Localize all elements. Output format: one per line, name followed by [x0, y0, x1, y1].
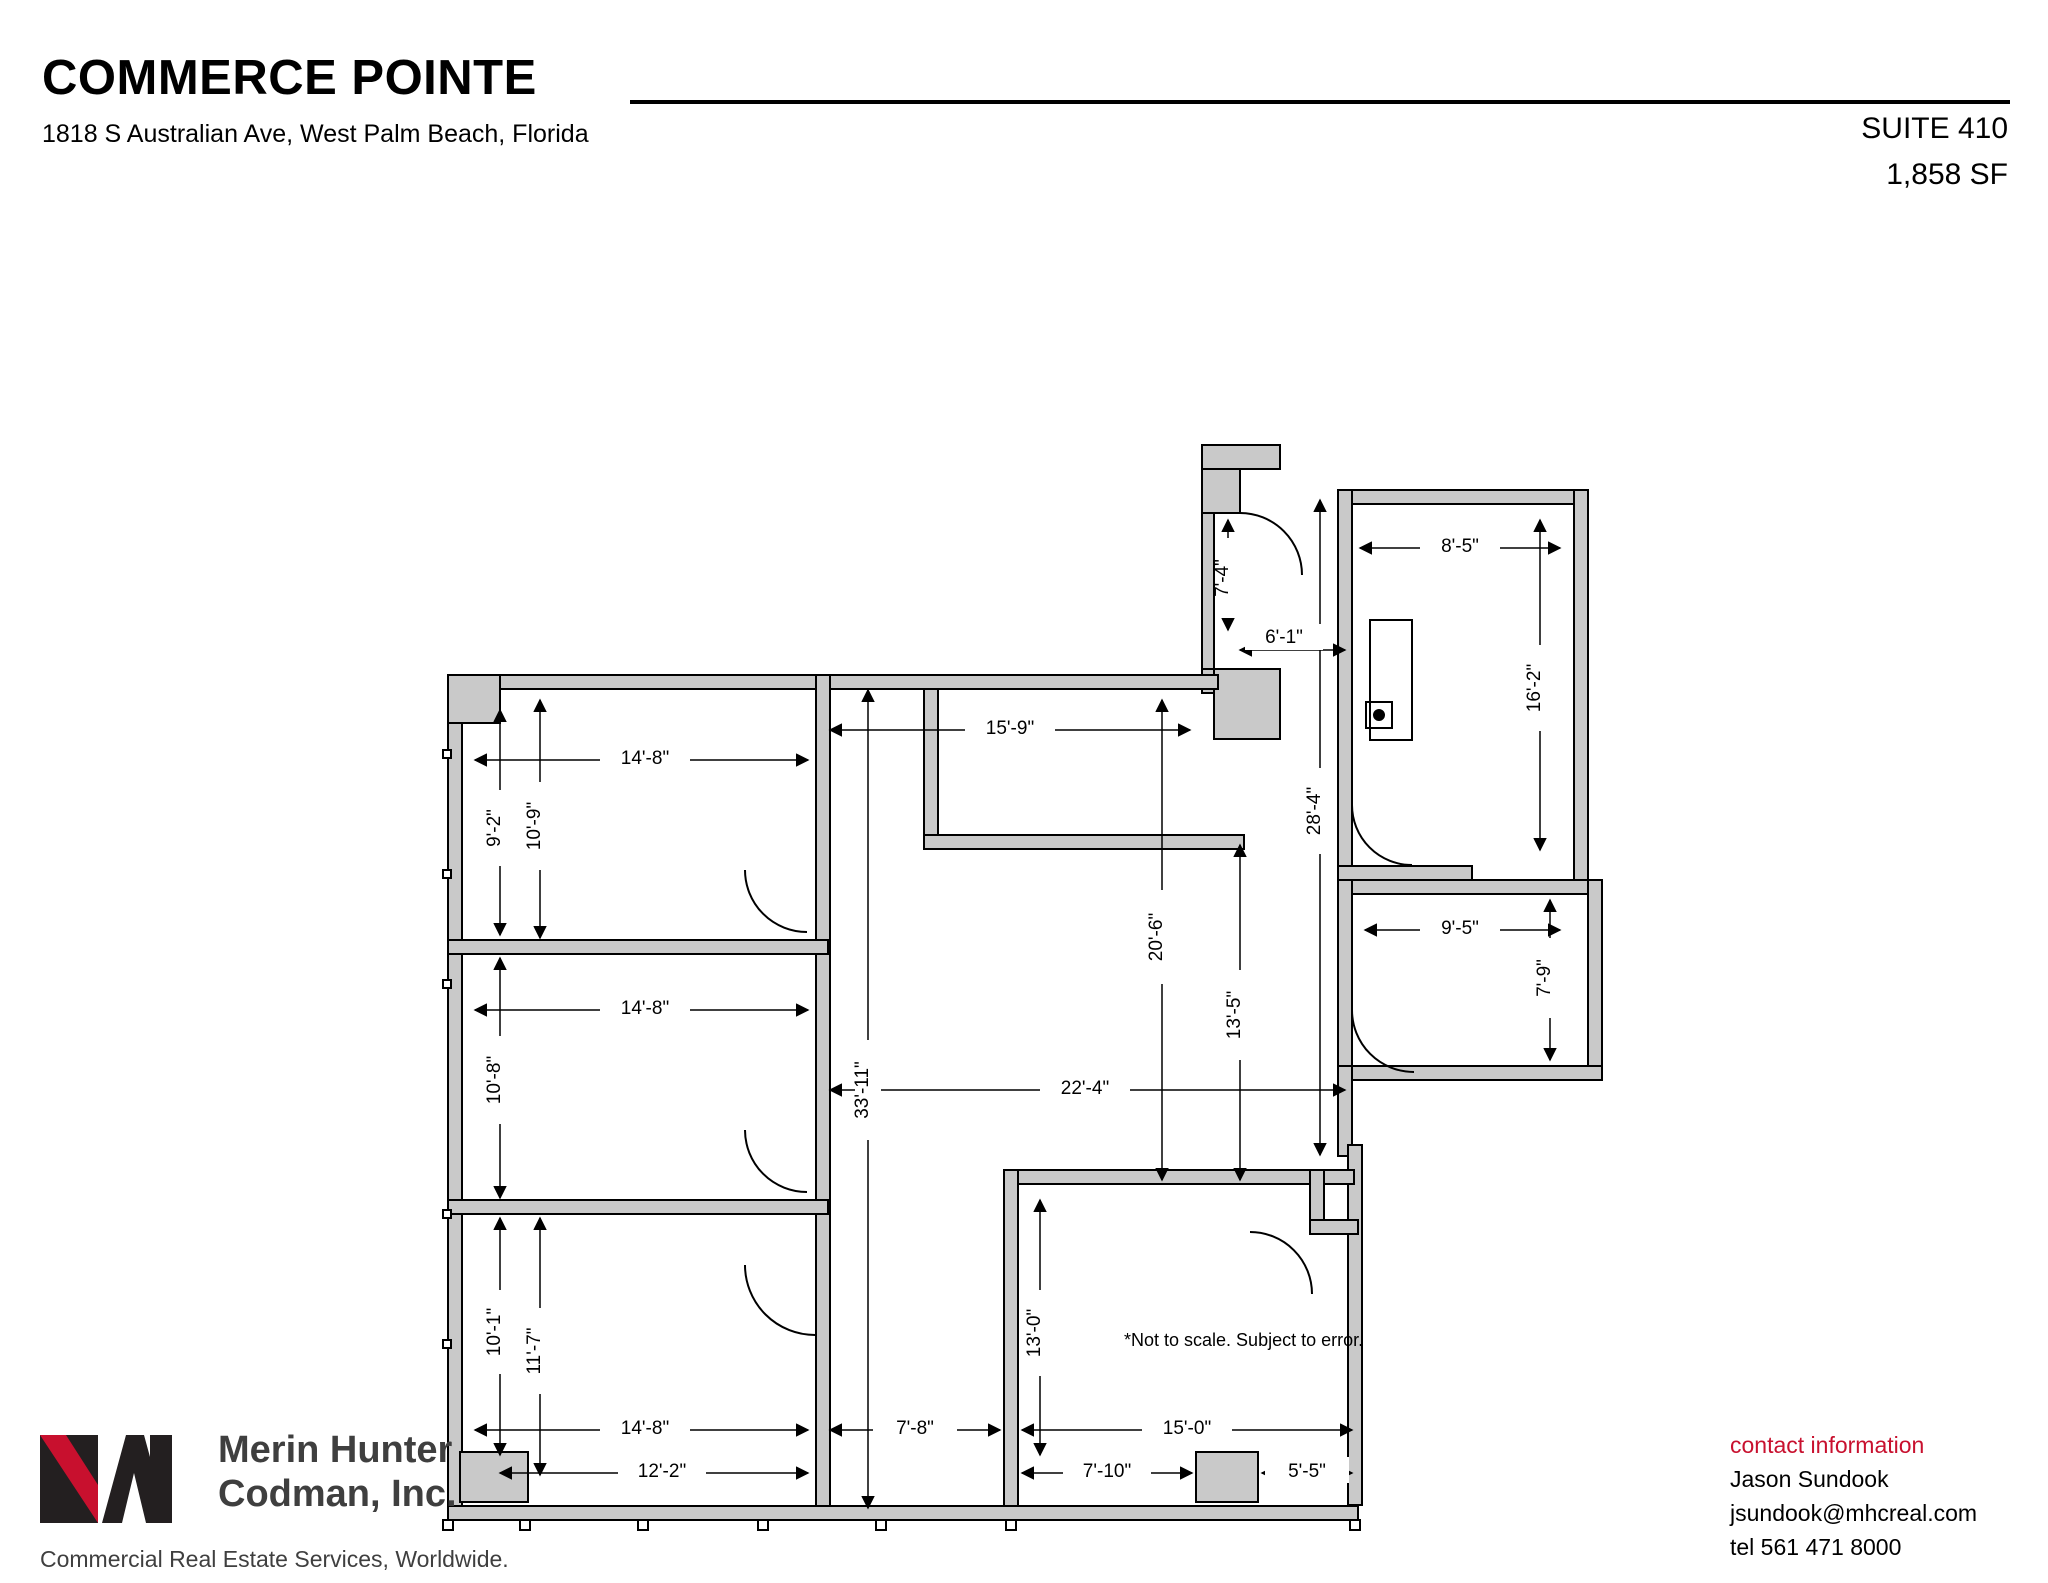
- dim-9-2: 9'-2": [484, 809, 505, 847]
- page-title: COMMERCE POINTE: [42, 51, 537, 105]
- dim-13-5: 13'-5": [1224, 990, 1245, 1040]
- dim-22-4: 22'-4": [1060, 1078, 1110, 1099]
- dim-10-8: 10'-8": [484, 1055, 505, 1105]
- dim-14-8-top: 14'-8": [620, 748, 670, 769]
- dim-5-5: 5'-5": [1288, 1461, 1326, 1482]
- dim-9-5: 9'-5": [1441, 918, 1479, 939]
- title-rule: [630, 100, 2010, 104]
- plan-disclaimer: *Not to scale. Subject to error.: [1124, 1330, 1364, 1350]
- dim-10-9: 10'-9": [524, 801, 545, 851]
- dim-14-8-middle: 14'-8": [620, 998, 670, 1019]
- dim-12-2: 12'-2": [637, 1461, 687, 1482]
- contact-email[interactable]: jsundook@mhcreal.com: [1730, 1500, 1978, 1526]
- contact-phone: tel 561 471 8000: [1730, 1534, 1902, 1560]
- suite-label: SUITE 410: [1861, 112, 2008, 145]
- dim-14-8-bottom: 14'-8": [620, 1418, 670, 1439]
- company-name: [218, 1428, 457, 1516]
- dim-7-9: 7'-9": [1534, 959, 1555, 997]
- dim-13-0: 13'-0": [1024, 1308, 1045, 1358]
- dim-6-1: 6'-1": [1265, 627, 1303, 648]
- square-footage-label: 1,858 SF: [1886, 158, 2008, 191]
- contact-details: [1730, 1462, 1977, 1564]
- contact-name: Jason Sundook: [1730, 1466, 1889, 1492]
- company-tagline: Commercial Real Estate Services, Worldwide.: [40, 1546, 509, 1572]
- dim-16-2: 16'-2": [1524, 663, 1545, 713]
- company-name-line2: Codman, Inc.: [218, 1473, 457, 1515]
- page-header: [0, 0, 2048, 200]
- property-address: 1818 S Australian Ave, West Palm Beach, Florida: [42, 120, 589, 148]
- dim-15-0: 15'-0": [1162, 1418, 1212, 1439]
- dim-7-8: 7'-8": [896, 1418, 934, 1439]
- dim-10-1: 10'-1": [484, 1307, 505, 1357]
- dim-7-10: 7'-10": [1082, 1461, 1132, 1482]
- dim-33-11: 33'-11": [852, 1061, 873, 1119]
- dim-20-6: 20'-6": [1146, 912, 1167, 962]
- contact-heading: contact information: [1730, 1432, 1925, 1458]
- dim-15-9: 15'-9": [985, 718, 1035, 739]
- company-name-line1: Merin Hunter: [218, 1429, 453, 1471]
- dim-8-5: 8'-5": [1441, 536, 1479, 557]
- nai-logo-icon: [40, 1435, 172, 1523]
- dim-28-4: 28'-4": [1304, 786, 1325, 836]
- dim-11-7: 11'-7": [524, 1327, 545, 1375]
- page-footer: [0, 1400, 2048, 1583]
- dim-7-4: 7'-4": [1212, 559, 1233, 597]
